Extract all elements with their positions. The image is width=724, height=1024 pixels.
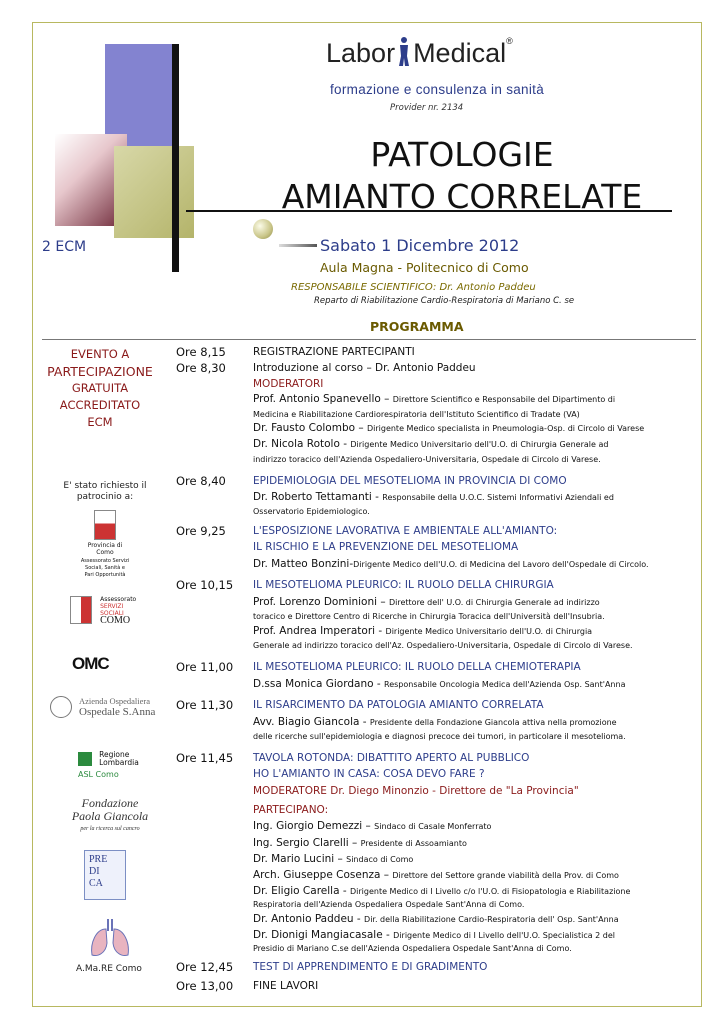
speaker-line [253, 491, 614, 503]
speaker-name: Dr. Nicola Rotolo - [253, 438, 351, 450]
session-title: IL MESOTELIOMA PLEURICO: IL RUOLO DELLA CHEMIOTERAPIA [253, 661, 581, 673]
program-item: REGISTRAZIONE PARTECIPANTI [253, 346, 415, 358]
logo-part1: Labor [326, 38, 396, 68]
fondazione-line3: per la ricerca sul cancro [80, 826, 140, 832]
decor-olive-square [114, 146, 194, 238]
amare-como: A.Ma.RE Como [76, 964, 142, 974]
speaker-line [253, 438, 608, 450]
provincia-como-logo [80, 510, 130, 579]
time-slot: Ore 11,00 [176, 660, 234, 674]
speaker-line [253, 869, 619, 881]
speaker-role: Dirigente Medico Universitario dell'U.O. di Chirurgia Generale ad [350, 440, 609, 449]
speaker-role: Presidente della Fondazione Giancola attiva nella promozione [369, 718, 617, 727]
speaker-line [253, 885, 630, 897]
speaker-role: Osservatorio Epidemiologico. [253, 507, 370, 516]
ecm-credits: 2 ECM [42, 239, 87, 255]
time-slot: Ore 10,15 [176, 578, 234, 592]
regione-lombardia-logo [78, 748, 139, 779]
evento-line: PARTECIPAZIONE [47, 364, 153, 379]
logo-registered: ® [506, 36, 513, 46]
evento-line: ECM [87, 415, 113, 429]
speaker-role: Dirigente Medico Universitario dell'U.O. di Chirurgia [385, 627, 593, 636]
speaker-name: Prof. Antonio Spanevello – [253, 393, 393, 405]
asa-line1: Azienda Ospedaliera [79, 696, 151, 706]
como-city: COMO [100, 615, 131, 626]
program-label: MODERATORI [253, 378, 324, 390]
predica-logo [84, 850, 126, 900]
evento-line: EVENTO A [70, 347, 130, 361]
comune-como-logo [70, 596, 150, 624]
prd-line3: CA [89, 878, 103, 889]
speaker-line [253, 837, 467, 849]
speaker-role: Responsabile Oncologia Medica dell'Azienda Osp. Sant'Anna [384, 680, 626, 689]
speaker-role: toracico e Direttore Centro di Ricerche in Chirurgia Toracica dell'Università dell'Insubria. [253, 612, 605, 621]
provider-number: Provider nr. 2134 [390, 103, 464, 113]
decor-vertical-bar [172, 44, 179, 272]
fondazione-line2: Paola Giancola [71, 809, 149, 823]
hospital-seal-icon [50, 696, 72, 718]
asa-line2: Ospedale S.Anna [79, 706, 156, 718]
responsible-department: Reparto di Riabilitazione Cardio-Respiratoria di Mariano C. se [314, 296, 575, 306]
title-line2: AMIANTO CORRELATE [281, 177, 643, 216]
time-slot: Ore 13,00 [176, 979, 234, 993]
lombardia-line1: Regione [99, 749, 130, 759]
speaker-name: Dr. Dionigi Mangiacasale - [253, 929, 394, 941]
logo-subtitle: formazione e consulenza in sanità [330, 82, 545, 97]
session-title: EPIDEMIOLOGIA DEL MESOTELIOMA IN PROVINCIA DI COMO [253, 475, 567, 487]
speaker-name: Dr. Mario Lucini – [253, 853, 347, 865]
speaker-role: Direttore dell' U.O. di Chirurgia Generale ad indirizzo [388, 598, 600, 607]
divider [42, 339, 696, 340]
speaker-role: Responsabile della U.O.C. Sistemi Informativi Aziendali ed [382, 493, 614, 502]
omc-logo: OMC [72, 654, 109, 673]
speaker-role: Presidente di Assoamianto [360, 839, 467, 848]
logo-part2: Medical [413, 38, 507, 68]
program-item: FINE LAVORI [253, 980, 319, 992]
time-slot: Ore 12,45 [176, 960, 234, 974]
como-sociali: SOCIALI [100, 610, 124, 617]
prd-line1: PRE [89, 854, 108, 865]
session-title: L'ESPOSIZIONE LAVORATIVA E AMBIENTALE ALL'AMIANTO: [253, 525, 558, 537]
time-slot: Ore 8,30 [176, 361, 226, 375]
session-title: TAVOLA ROTONDA: DIBATTITO APERTO AL PUBBLICO [253, 752, 530, 764]
decor-dash [279, 244, 317, 247]
prd-line2: DI [89, 866, 100, 877]
como-crest-icon [70, 596, 92, 624]
speaker-name: Dr. Antonio Paddeu - [253, 913, 365, 925]
lombardia-line2: Lombardia [99, 757, 139, 767]
event-venue: Aula Magna - Politecnico di Como [320, 260, 529, 275]
speaker-name: Dr. Fausto Colombo – [253, 422, 367, 434]
patronage-line: E' stato richiesto il [63, 481, 147, 491]
session-title: IL RISARCIMENTO DA PATOLOGIA AMIANTO CORRELATA [253, 699, 544, 711]
provincia-name: Provincia di Como [87, 542, 123, 556]
como-servizi: SERVIZI [100, 603, 124, 610]
patronage-note [40, 481, 170, 503]
time-slot: Ore 8,15 [176, 345, 226, 359]
speaker-name: Ing. Sergio Clarelli – [253, 837, 361, 849]
lombardia-rose-icon [78, 752, 92, 766]
time-slot: Ore 8,40 [176, 474, 226, 488]
provincia-crest-icon [94, 510, 116, 540]
speaker-role: Sindaco di Casale Monferrato [374, 822, 492, 831]
patronage-line: patrocinio a: [76, 492, 134, 502]
session-title: HO L'AMIANTO IN CASA: COSA DEVO FARE ? [253, 768, 485, 780]
fondazione-line1: Fondazione [81, 796, 139, 810]
speaker-role: Presidio di Mariano C.se dell'Azienda Ospedaliera Ospedale Sant'Anna di Como. [253, 944, 572, 953]
speaker-name: D.ssa Monica Giordano - [253, 678, 384, 690]
speaker-role: delle ricerche sull'epidemiologia e diagnosi precoce dei tumori, in particolare il mesotelioma. [253, 732, 626, 741]
fondazione-giancola-logo [70, 797, 150, 836]
speaker-line [253, 422, 644, 434]
speaker-role: Direttore del Settore grande viabilità della Prov. di Como [392, 871, 619, 880]
speaker-role: Sindaco di Como [346, 855, 414, 864]
como-assessorato: Assessorato [100, 596, 137, 603]
session-title: IL MESOTELIOMA PLEURICO: IL RUOLO DELLA CHIRURGIA [253, 579, 554, 591]
ospedale-santanna-logo [50, 696, 170, 718]
speaker-line [253, 913, 619, 925]
evento-line: GRATUITA [71, 381, 129, 395]
speaker-name: Dr. Matteo Bonzini- [253, 558, 354, 570]
scientific-responsible: RESPONSABILE SCIENTIFICO: Dr. Antonio Paddeu [291, 282, 536, 293]
speaker-line [253, 929, 615, 941]
session-title: IL RISCHIO E LA PREVENZIONE DEL MESOTELIOMA [253, 541, 519, 553]
speaker-name: Prof. Andrea Imperatori - [253, 625, 386, 637]
speaker-role: Dirigente Medico di I Livello c/o l'U.O. di Fisiopatologia e Riabilitazione [349, 887, 631, 896]
asl-como: ASL Como [78, 770, 119, 779]
person-figure-icon [396, 36, 412, 66]
speaker-line [253, 820, 491, 832]
speaker-role: Generale ad indirizzo toracico dell'Az. Ospedaliero-Universitaria, Ospedale di Circolo di Varese. [253, 641, 633, 650]
speaker-name: Dr. Roberto Tettamanti - [253, 491, 383, 503]
moderator-line: MODERATORE Dr. Diego Minonzio - Direttore de "La Provincia" [253, 785, 579, 797]
decor-sphere [253, 219, 273, 239]
time-slot: Ore 11,45 [176, 751, 234, 765]
speaker-name: Avv. Biagio Giancola - [253, 716, 370, 728]
speaker-name: Prof. Lorenzo Dominioni – [253, 596, 389, 608]
speaker-line [253, 625, 592, 637]
speaker-name: Ing. Giorgio Demezzi – [253, 820, 375, 832]
speaker-line [253, 678, 625, 690]
time-slot: Ore 11,30 [176, 698, 234, 712]
speaker-role: indirizzo toracico dell'Azienda Ospedaliero-Universitaria, Ospedale di Circolo di Varese. [253, 455, 601, 464]
speaker-role: Direttore Scientifico e Responsabile del Dipartimento di [392, 395, 616, 404]
programma-heading: PROGRAMMA [370, 319, 464, 334]
speaker-line [253, 558, 649, 570]
event-info [30, 346, 170, 431]
speaker-name: Arch. Giuseppe Cosenza – [253, 869, 393, 881]
speaker-role: Medicina e Riabilitazione Cardiorespiratoria dell'Istituto Scientifico di Tradate (VA) [253, 410, 580, 419]
speaker-role: Dirigente Medico di I Livello dell'U.O. Specialistica 2 del [393, 931, 616, 940]
session-title: TEST DI APPRENDIMENTO E DI GRADIMENTO [253, 961, 488, 973]
labor-medical-logo [326, 36, 513, 69]
lungs-icon [86, 913, 134, 961]
evento-line: ACCREDITATO [59, 398, 141, 412]
speaker-role: Dirigente Medico specialista in Pneumologia-Osp. di Circolo di Varese [366, 424, 645, 433]
speaker-role: Respiratoria dell'Azienda Ospedaliera Ospedale Sant'Anna di Como. [253, 900, 525, 909]
page-title [186, 134, 724, 218]
program-item: Introduzione al corso – Dr. Antonio Paddeu [253, 362, 476, 374]
speaker-line [253, 393, 615, 405]
speaker-role: Dir. della Riabilitazione Cardio-Respiratoria dell' Osp. Sant'Anna [364, 915, 619, 924]
speaker-line [253, 716, 617, 728]
provincia-dept: Assessorato Servizi Sociali, Sanità e Pari Opportunità [80, 558, 130, 578]
speaker-line [253, 853, 413, 865]
speaker-line [253, 596, 600, 608]
event-date: Sabato 1 Dicembre 2012 [320, 236, 520, 255]
title-line1: PATOLOGIE [370, 135, 554, 174]
speaker-name: Dr. Eligio Carella - [253, 885, 350, 897]
time-slot: Ore 9,25 [176, 524, 226, 538]
program-label: PARTECIPANO: [253, 804, 329, 816]
speaker-role: Dirigente Medico dell'U.O. di Medicina del Lavoro dell'Ospedale di Circolo. [353, 560, 649, 569]
